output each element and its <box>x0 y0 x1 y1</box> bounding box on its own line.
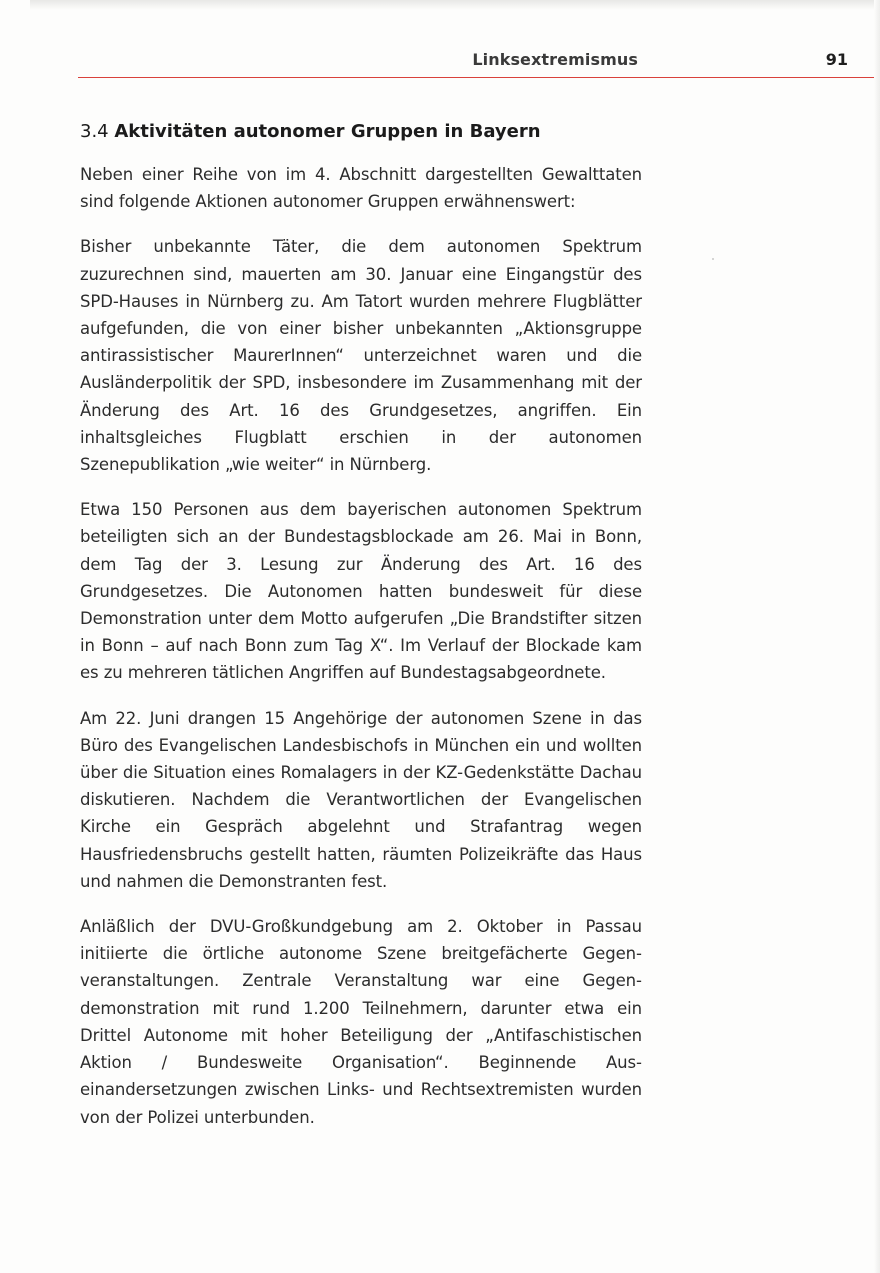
scan-edge-top <box>30 0 880 10</box>
paragraph-intro: Neben einer Reihe von im 4. Abschnitt dargestellten Gewalttaten sind folgende Aktionen autonomer Gruppen erwähnenswert: <box>80 165 642 212</box>
paragraph-spd-house: Bisher unbekannte Täter, die dem autonomen Spektrum zuzurechnen sind, mauerten am 30. Januar eine Eingangstür des SPD-Hauses in Nürnberg zu. Am Tatort wurden mehrere Flugblätter aufgefunden, die von einer bisher unbekannten „Aktionsgruppe antirassistischer MaurerInnen“ unterzeichnet waren und die Ausländerpolitik der SPD, insbesondere im Zusammenhang mit der Änderung des Art. 16 des Grundgesetzes, angriffen. Ein inhaltsgleiches Flugblatt erschien in der autonomen Szenepublikation „wie weiter“ in Nürnberg. <box>80 237 642 475</box>
section-number: 3.4 <box>80 121 109 142</box>
running-title: Linksextremismus <box>472 50 638 69</box>
scan-edge-right <box>874 0 880 1273</box>
page-header <box>78 46 874 80</box>
scan-speck <box>712 258 714 260</box>
page-number: 91 <box>825 50 848 69</box>
section-title: Aktivitäten autonomer Gruppen in Bayern <box>114 121 541 142</box>
section-heading <box>80 118 642 146</box>
header-rule <box>78 77 874 78</box>
main-content <box>80 118 642 1149</box>
paragraph-bundestag-blockade: Etwa 150 Personen aus dem bayerischen autonomen Spektrum beteiligten sich an der Bundestagsblockade am 26. Mai in Bonn, dem Tag der 3. Lesung zur Änderung des Art. 16 des Grundgesetzes. Die Autonomen hatten bundesweit für diese Demonstration unter dem Motto aufgerufen „Die Brandstifter sitzen in Bonn – auf nach Bonn zum Tag X“. Im Verlauf der Blockade kam es zu mehreren tätlichen Angriffen auf Bundestagsabgeordnete. <box>80 500 642 683</box>
paragraph-landesbischof: Am 22. Juni drangen 15 Angehörige der autonomen Szene in das Büro des Evangelischen Landesbischofs in München ein und wollten über die Situation eines Romalagers in der KZ-Gedenkstätte Dachau diskutieren. Nachdem die Verantwortlichen der Evangelischen Kirche ein Gespräch abgelehnt und Strafantrag wegen Hausfriedensbruchs gestellt hatten, räumten Polizeikräfte das Haus und nahmen die Demonstranten fest. <box>80 708 642 891</box>
paragraph-passau: Anläßlich der DVU-Großkundgebung am 2. Oktober in Passau initiierte die örtliche autonome Szene breitgefächerte Gegenveranstaltungen. Zentrale Veranstaltung war eine Gegendemonstration mit rund 1.200 Teilnehmern, darunter etwa ein Drittel Autonome mit hoher Beteiligung der „Antifaschistischen Aktion / Bundesweite Organisation“. Beginnende Auseinandersetzungen zwischen Links- und Rechtsextremisten wurden von der Polizei unterbunden. <box>80 917 642 1127</box>
